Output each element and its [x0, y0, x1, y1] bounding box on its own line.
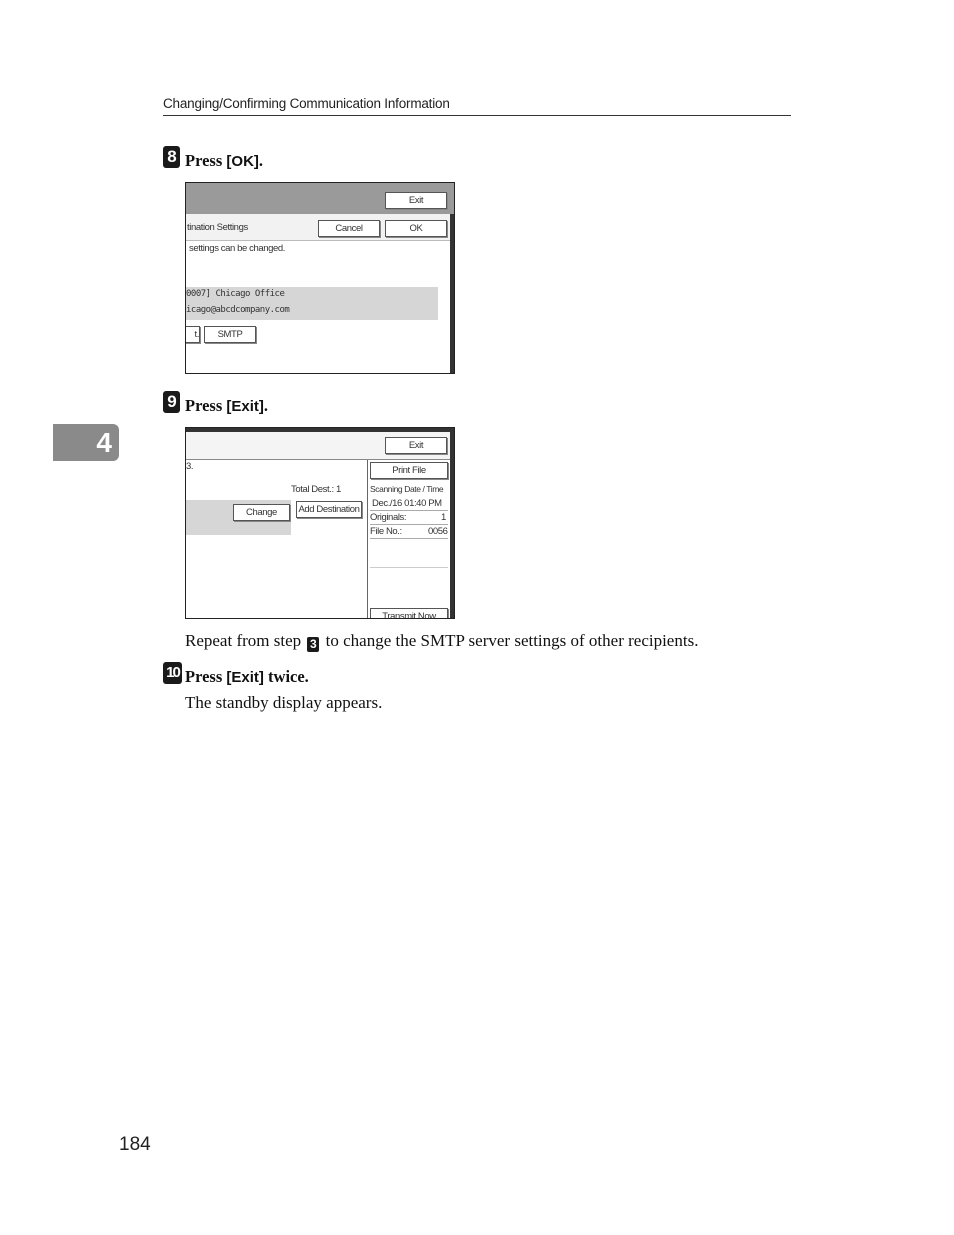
chapter-tab [53, 424, 119, 461]
divider [370, 524, 448, 525]
screenshot-exit [185, 427, 455, 619]
transmit-now-button[interactable]: Transmit Now [370, 608, 448, 619]
scan-date-label: Scanning Date / Time [370, 484, 444, 494]
step-9-instruction [185, 396, 268, 416]
step-3-reference: 3 [307, 637, 319, 652]
page-number: 184 [119, 1134, 151, 1155]
screenshot-ok [185, 182, 455, 374]
repeat-note-after: to change the SMTP server settings of other recipients. [321, 631, 699, 650]
step-10-prefix: Press [185, 667, 227, 686]
section-title: tination Settings [187, 222, 248, 233]
header-rule [163, 115, 791, 116]
step-8-key: [OK] [226, 153, 259, 170]
step-10-instruction [185, 667, 309, 687]
entry-name: 0007] Chicago Office [186, 289, 285, 299]
originals-value: 1 [441, 512, 446, 523]
step-9-key: [Exit] [226, 398, 264, 415]
step-9-number: 9 [163, 391, 180, 413]
smtp-button[interactable]: SMTP [204, 326, 256, 343]
right-edge [450, 214, 454, 373]
step-8-instruction [185, 151, 263, 171]
partial-text: 3. [186, 461, 194, 472]
total-destinations: Total Dest.: 1 [291, 484, 341, 495]
running-header: Changing/Confirming Communication Information [163, 96, 450, 111]
partial-button[interactable]: t. [185, 326, 200, 343]
divider [370, 510, 448, 511]
divider [370, 538, 448, 539]
repeat-note-before: Repeat from step [185, 631, 306, 650]
divider [370, 567, 448, 568]
settings-note: settings can be changed. [189, 243, 286, 254]
add-destination-button[interactable]: Add Destination [296, 501, 362, 518]
step-10-number: 10 [163, 662, 182, 684]
file-no-value: 0056 [428, 526, 448, 537]
right-edge [450, 428, 454, 618]
step-10-key: [Exit] [226, 669, 264, 686]
entry-email: icago@abcdcompany.com [186, 305, 290, 315]
scan-date-value: Dec./16 01:40 PM [372, 498, 442, 509]
cancel-button[interactable]: Cancel [318, 220, 380, 237]
change-button[interactable]: Change [233, 504, 290, 521]
repeat-note [185, 631, 698, 652]
print-file-button[interactable]: Print File [370, 462, 448, 479]
step-8-number: 8 [163, 146, 180, 168]
step-8-prefix: Press [185, 151, 227, 170]
exit-button[interactable]: Exit [385, 437, 447, 454]
step-10-suffix: twice. [263, 667, 309, 686]
chapter-number: 4 [96, 427, 112, 458]
step-8-suffix: . [258, 151, 264, 170]
file-no-label: File No.: [370, 526, 402, 537]
step-9-prefix: Press [185, 396, 227, 415]
exit-button[interactable]: Exit [385, 192, 447, 209]
standby-note: The standby display appears. [185, 693, 383, 712]
ok-button[interactable]: OK [385, 220, 447, 237]
panel-divider [367, 460, 368, 618]
step-9-suffix: . [263, 396, 269, 415]
originals-label: Originals: [370, 512, 407, 523]
